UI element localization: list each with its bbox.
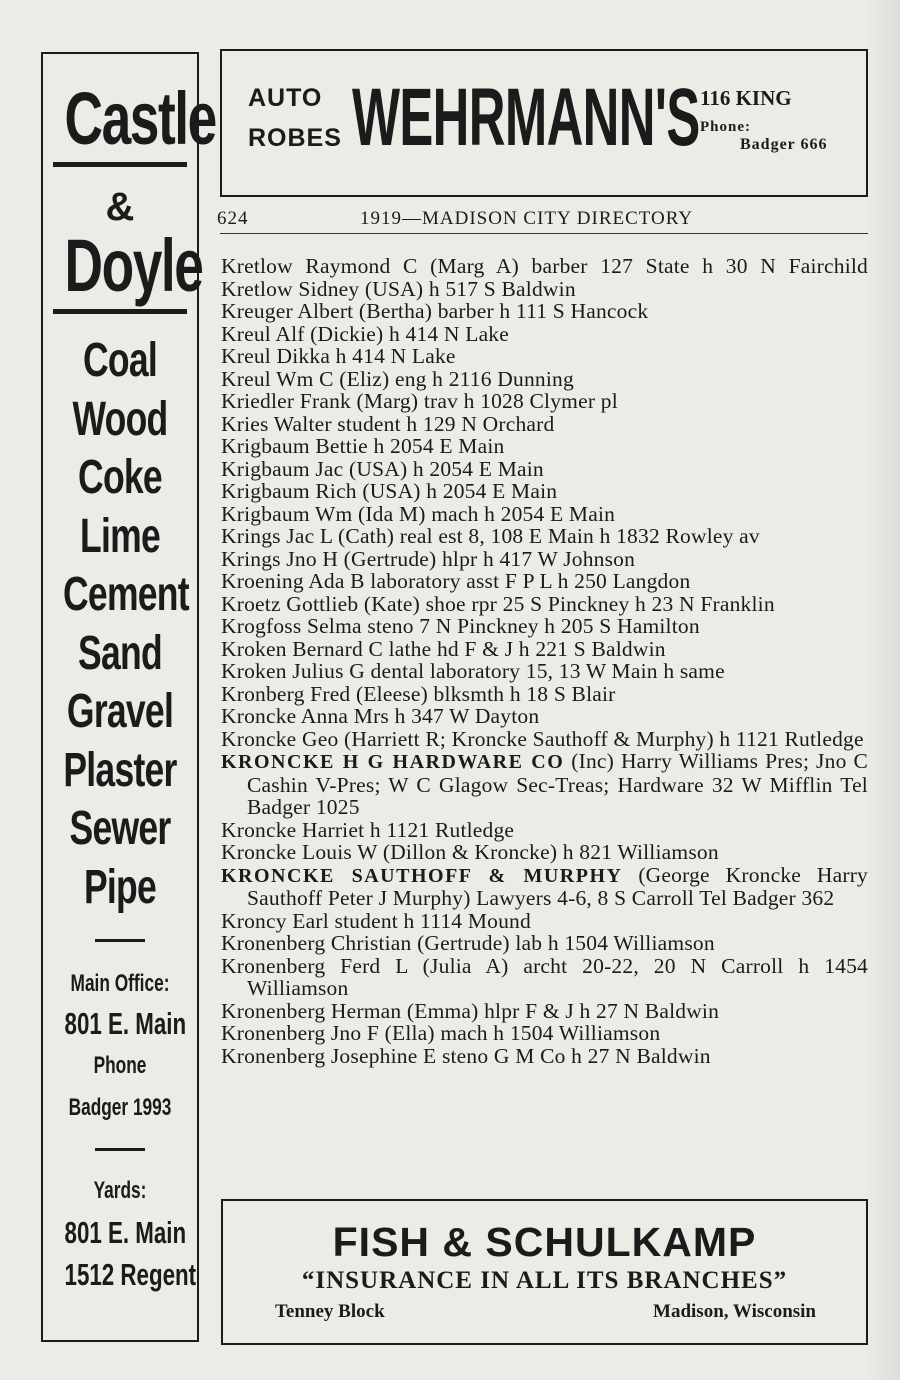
ad-product: Lime bbox=[80, 509, 160, 563]
ad-name-castle: Castle bbox=[64, 77, 216, 160]
directory-entry: Kreul Alf (Dickie) h 414 N Lake bbox=[221, 321, 509, 346]
directory-entry: Kroetz Gottlieb (Kate) shoe rpr 25 S Pinckney h 23 N Franklin bbox=[221, 591, 775, 616]
directory-entry-business: KRONCKE H G HARDWARE CO (Inc) Harry Williams Pres; Jno C Cashin V-Pres; W C Glagow Sec-Treas; Hardware 32 W Mifflin Tel Badger 1025 bbox=[221, 749, 868, 819]
directory-entry: Krigbaum Wm (Ida M) mach h 2054 E Main bbox=[221, 501, 616, 526]
directory-entry: Kroncke Anna Mrs h 347 W Dayton bbox=[221, 704, 540, 728]
ad-office-address: 801 E. Main bbox=[64, 1006, 187, 1041]
ad-product: Sewer bbox=[69, 802, 171, 855]
business-name: KRONCKE SAUTHOFF & MURPHY bbox=[221, 864, 623, 887]
ad-slogan: “INSURANCE IN ALL ITS BRANCHES” bbox=[301, 1267, 788, 1294]
ad-rule bbox=[53, 162, 187, 167]
directory-entry: Kries Walter student h 129 N Orchard bbox=[221, 411, 555, 436]
directory-entry: Kronenberg Ferd L (Julia A) archt 20-22, 20 N Carroll h 1454 Williamson bbox=[221, 953, 868, 1000]
directory-entry: Kronenberg Jno F (Ella) mach h 1504 Williamson bbox=[221, 1021, 661, 1045]
ad-product: Gravel bbox=[66, 685, 174, 738]
ad-yards-address: 1512 Regent bbox=[64, 1257, 197, 1292]
directory-entry-business: KRONCKE SAUTHOFF & MURPHY (George Kroncke Harry Sauthoff Peter J Murphy) Lawyers 4-6, 8 S Carroll Tel Badger 362 bbox=[221, 862, 869, 910]
ad-location-city: Madison, Wisconsin bbox=[653, 1301, 816, 1322]
directory-entry: Kronenberg Herman (Emma) hlpr F & J h 27 N Baldwin bbox=[221, 998, 720, 1023]
page-edge bbox=[866, 0, 900, 1380]
ad-phone-label: Phone: bbox=[700, 119, 751, 135]
directory-entry: Kreuger Albert (Bertha) barber h 111 S Hancock bbox=[221, 299, 649, 323]
directory-entry: Kroncy Earl student h 1114 Mound bbox=[221, 908, 531, 933]
ad-location-building: Tenney Block bbox=[275, 1301, 385, 1322]
ad-product: Cement bbox=[63, 568, 189, 621]
ad-product: Plaster bbox=[63, 743, 177, 797]
ad-robes-label: ROBES bbox=[248, 124, 342, 152]
ad-business-name: WEHRMANN'S bbox=[352, 72, 700, 163]
castle-doyle-advertisement bbox=[41, 52, 216, 1342]
directory-entry: Kroncke Louis W (Dillon & Kroncke) h 821 Williamson bbox=[221, 840, 719, 864]
directory-entry: Krigbaum Bettie h 2054 E Main bbox=[221, 434, 505, 458]
ad-auto-label: AUTO bbox=[248, 84, 323, 112]
ad-short-rule bbox=[95, 939, 145, 942]
page-number: 624 bbox=[217, 208, 249, 229]
directory-entry: Kretlow Raymond C (Marg A) barber 127 State h 30 N Fairchild bbox=[221, 254, 868, 278]
ad-product: Pipe bbox=[83, 860, 157, 914]
directory-entry: Krigbaum Jac (USA) h 2054 E Main bbox=[221, 456, 544, 481]
directory-entry: Kronenberg Josephine E steno G M Co h 27 N Baldwin bbox=[221, 1043, 711, 1068]
ad-rule bbox=[53, 309, 187, 314]
directory-entry: Kriedler Frank (Marg) trav h 1028 Clymer pl bbox=[221, 389, 618, 413]
directory-entry: Krigbaum Rich (USA) h 2054 E Main bbox=[221, 479, 558, 503]
ad-product: Sand bbox=[78, 626, 162, 680]
directory-entry: Kronberg Fred (Eleese) blksmth h 18 S Blair bbox=[221, 681, 616, 706]
directory-entry: Kretlow Sidney (USA) h 517 S Baldwin bbox=[221, 276, 576, 301]
running-header bbox=[217, 206, 868, 234]
directory-listing bbox=[221, 255, 868, 1067]
ad-product-list bbox=[43, 332, 197, 917]
ad-short-rule bbox=[95, 1148, 145, 1151]
ad-yards-address: 801 E. Main bbox=[64, 1215, 187, 1250]
ad-office-label: Main Office: bbox=[70, 970, 170, 997]
directory-entry: Krings Jac L (Cath) real est 8, 108 E Main h 1832 Rowley av bbox=[221, 524, 760, 548]
ad-product: Coke bbox=[78, 451, 162, 504]
directory-entry: Kroening Ada B laboratory asst F P L h 250 Langdon bbox=[221, 569, 691, 593]
directory-entry: Kroken Julius G dental laboratory 15, 13 W Main h same bbox=[221, 659, 725, 683]
directory-title: 1919—MADISON CITY DIRECTORY bbox=[360, 208, 694, 229]
ad-phone-number: Badger 666 bbox=[740, 136, 828, 153]
directory-entry: Kreul Dikka h 414 N Lake bbox=[221, 344, 456, 368]
wehrmanns-advertisement bbox=[220, 49, 868, 197]
directory-entry: Kroken Bernard C lathe hd F & J h 221 S Baldwin bbox=[221, 636, 666, 661]
ad-phone-number: Badger 1993 bbox=[68, 1094, 172, 1121]
directory-entry: Kreul Wm C (Eliz) eng h 2116 Dunning bbox=[221, 366, 574, 391]
directory-entry: Krings Jno H (Gertrude) hlpr h 417 W Johnson bbox=[221, 546, 636, 571]
ad-ampersand: & bbox=[105, 185, 135, 229]
directory-entry: Krogfoss Selma steno 7 N Pinckney h 205 S Hamilton bbox=[221, 614, 700, 638]
business-name: KRONCKE H G HARDWARE CO bbox=[221, 751, 565, 773]
directory-entry: Kroncke Geo (Harriett R; Kroncke Sauthoff & Murphy) h 1121 Rutledge bbox=[221, 726, 864, 751]
ad-address: 116 KING bbox=[700, 86, 792, 110]
ad-phone-label: Phone bbox=[93, 1052, 147, 1079]
ad-business-name: FISH & SCHULKAMP bbox=[332, 1219, 757, 1265]
fish-schulkamp-advertisement bbox=[221, 1199, 868, 1345]
ad-yards-label: Yards: bbox=[93, 1177, 147, 1204]
ad-product: Coal bbox=[82, 334, 157, 387]
ad-name-doyle: Doyle bbox=[64, 224, 203, 307]
directory-entry: Kroncke Harriet h 1121 Rutledge bbox=[221, 817, 515, 842]
ad-product: Wood bbox=[72, 392, 168, 446]
directory-entry: Kronenberg Christian (Gertrude) lab h 1504 Williamson bbox=[221, 931, 715, 955]
